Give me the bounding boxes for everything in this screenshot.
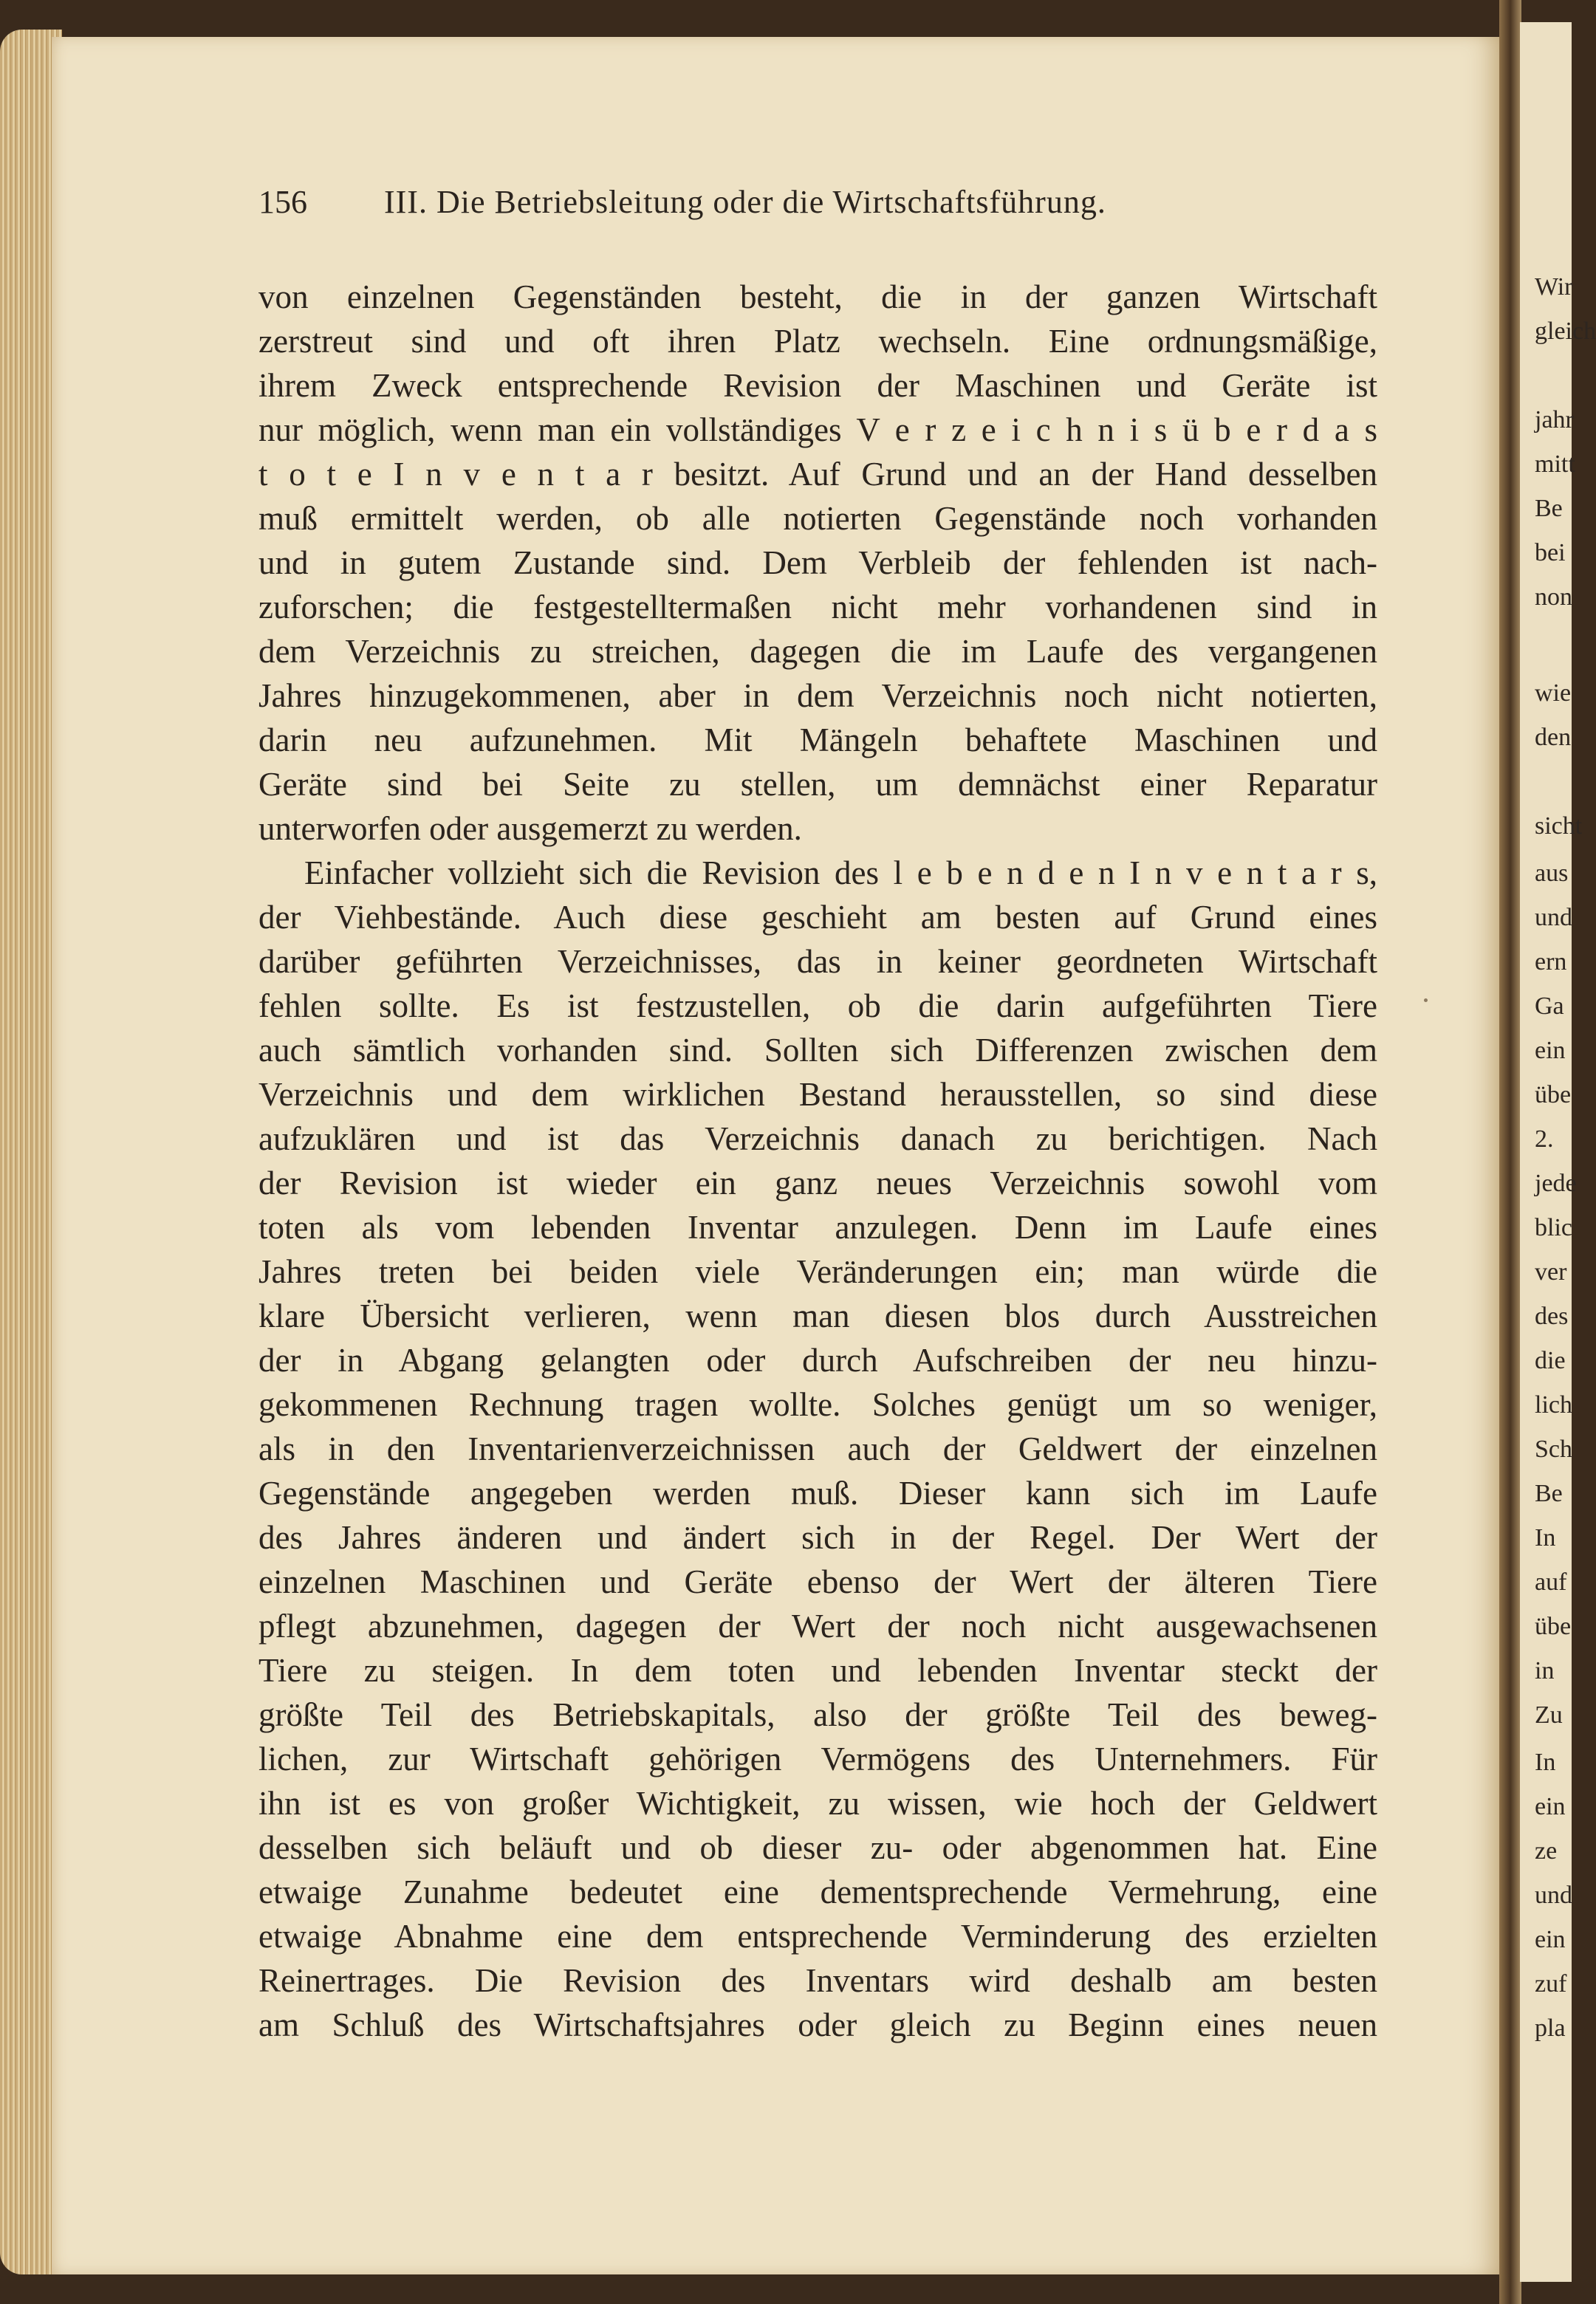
text-line: lichen, zur Wirtschaft gehörigen Vermögens des Unternehmers. Für (258, 1741, 1377, 1777)
next-page-fragment: 2. (1535, 1125, 1554, 1153)
next-page-fragment: die (1535, 1347, 1566, 1374)
next-page-fragment: des (1535, 1303, 1569, 1330)
text-line: nur möglich, wenn man ein vollständiges V e r z e i c h n i s ü b e r d a s (258, 411, 1377, 448)
next-page-fragment: jahr (1535, 406, 1574, 433)
text-line: pflegt abzunehmen, dagegen der Wert der noch nicht ausgewachsenen (258, 1608, 1377, 1645)
next-page-fragment: übe (1535, 1613, 1572, 1640)
next-page-fragment: und (1535, 904, 1572, 931)
text-line: größte Teil des Betriebskapitals, also der größte Teil des beweg- (258, 1696, 1377, 1733)
next-page-fragment: pla (1535, 2015, 1566, 2042)
next-page-fragment: sicht (1535, 812, 1583, 840)
next-page-fragment: Wir (1535, 273, 1573, 301)
text-line: unterworfen oder ausgemerzt zu werden. (258, 810, 802, 847)
next-page-fragment: Be (1535, 1480, 1563, 1507)
text-line: Verzeichnis und dem wirklichen Bestand herausstellen, so sind diese (258, 1076, 1377, 1113)
next-page-fragment: Be (1535, 495, 1563, 522)
text-line: Jahres hinzugekommenen, aber in dem Verzeichnis noch nicht notierten, (258, 677, 1377, 714)
next-page-fragment: ein (1535, 1037, 1566, 1064)
paper-speck (1424, 998, 1428, 1002)
text-line: am Schluß des Wirtschaftsjahres oder gleich zu Beginn eines neuen (258, 2006, 1377, 2043)
text-line: der Viehbestände. Auch diese geschieht am besten auf Grund eines (258, 899, 1377, 936)
next-page-fragment: Zu (1535, 1701, 1563, 1729)
next-page-fragment: In (1535, 1749, 1556, 1776)
text-line: ihrem Zweck entsprechende Revision der Maschinen und Geräte ist (258, 367, 1377, 404)
text-line: und in gutem Zustande sind. Dem Verbleib der fehlenden ist nach- (258, 544, 1377, 581)
next-page-fragment: ver (1535, 1258, 1567, 1286)
next-page-fragment: gleich (1535, 318, 1596, 345)
next-page-fragment: zuf (1535, 1970, 1567, 1998)
next-page-fragment: ein (1535, 1926, 1566, 1953)
text-line: etwaige Zunahme bedeutet eine dementsprechende Vermehrung, eine (258, 1873, 1377, 1910)
next-page-fragment: übe (1535, 1081, 1572, 1108)
text-line: desselben sich beläuft und ob dieser zu- oder abgenommen hat. Eine (258, 1829, 1377, 1866)
book-gutter (1499, 0, 1521, 2304)
text-line: darin neu aufzunehmen. Mit Mängeln behaftete Maschinen und (258, 721, 1377, 758)
text-line: einzelnen Maschinen und Geräte ebenso der Wert der älteren Tiere (258, 1563, 1377, 1600)
text-line: als in den Inventarienverzeichnissen auch der Geldwert der einzelnen (258, 1430, 1377, 1467)
next-page-fragment: mitt (1535, 450, 1575, 478)
text-line: etwaige Abnahme eine dem entsprechende Verminderung des erzielten (258, 1918, 1377, 1955)
running-title: III. Die Betriebsleitung oder die Wirtschaftsführung. (384, 184, 1106, 220)
next-page-fragment: non (1535, 583, 1572, 611)
text-line: Tiere zu steigen. In dem toten und lebenden Inventar steckt der (258, 1652, 1377, 1689)
text-line: Gegenstände angegeben werden muß. Dieser kann sich im Laufe (258, 1475, 1377, 1512)
text-line: klare Übersicht verlieren, wenn man diesen blos durch Ausstreichen (258, 1297, 1377, 1334)
next-page-fragment: ze (1535, 1837, 1558, 1865)
text-line: Einfacher vollzieht sich die Revision des l e b e n d e n I n v e n t a r s, (304, 854, 1377, 891)
text-line: Geräte sind bei Seite zu stellen, um demnächst einer Reparatur (258, 766, 1377, 803)
text-line: t o t e I n v e n t a r besitzt. Auf Grund und an der Hand desselben (258, 456, 1377, 493)
text-line: toten als vom lebenden Inventar anzulegen. Denn im Laufe eines (258, 1209, 1377, 1246)
text-line: fehlen sollte. Es ist festzustellen, ob die darin aufgeführten Tiere (258, 987, 1377, 1024)
next-page-fragment: In (1535, 1524, 1556, 1552)
next-page-fragment: ern (1535, 948, 1567, 976)
body-text (258, 275, 1377, 2047)
text-line: Reinertrages. Die Revision des Inventars wird deshalb am besten (258, 1962, 1377, 1999)
text-line: zerstreut sind und oft ihren Platz wechseln. Eine ordnungsmäßige, (258, 323, 1377, 360)
next-page-fragment: aus (1535, 860, 1569, 887)
page-number: 156 (258, 184, 307, 220)
text-line: muß ermittelt werden, ob alle notierten Gegenstände noch vorhanden (258, 500, 1377, 537)
next-page-fragment: wie (1535, 679, 1572, 707)
next-page-fragment: und (1535, 1882, 1572, 1909)
next-page-fragment: auf (1535, 1568, 1567, 1596)
text-line: gekommenen Rechnung tragen wollte. Solches genügt um so weniger, (258, 1386, 1377, 1423)
text-line: ihn ist es von großer Wichtigkeit, zu wissen, wie hoch der Geldwert (258, 1785, 1377, 1822)
page-header (258, 183, 1381, 227)
text-line: auch sämtlich vorhanden sind. Sollten sich Differenzen zwischen dem (258, 1032, 1377, 1069)
next-page-fragment: bei (1535, 539, 1566, 566)
next-page-fragment: lich (1535, 1391, 1572, 1419)
text-line: von einzelnen Gegenständen besteht, die in der ganzen Wirtschaft (258, 278, 1377, 315)
next-page-fragment: jede (1535, 1170, 1577, 1197)
text-line: darüber geführten Verzeichnisses, das in keiner geordneten Wirtschaft (258, 943, 1377, 980)
next-page-fragment: Ga (1535, 992, 1564, 1020)
text-line: dem Verzeichnis zu streichen, dagegen die im Laufe des vergangenen (258, 633, 1377, 670)
next-page-fragment: Sch (1535, 1436, 1572, 1463)
text-line: aufzuklären und ist das Verzeichnis danach zu berichtigen. Nach (258, 1120, 1377, 1157)
text-line: Jahres treten bei beiden viele Veränderungen ein; man würde die (258, 1253, 1377, 1290)
next-page-fragment: ein (1535, 1793, 1566, 1820)
next-page-fragment: blic (1535, 1214, 1572, 1241)
text-line: der in Abgang gelangten oder durch Aufschreiben der neu hinzu- (258, 1342, 1377, 1379)
text-line: der Revision ist wieder ein ganz neues Verzeichnis sowohl vom (258, 1165, 1377, 1201)
text-line: des Jahres änderen und ändert sich in der Regel. Der Wert der (258, 1519, 1377, 1556)
next-page-fragment: den (1535, 724, 1572, 751)
next-page-fragment: in (1535, 1657, 1555, 1684)
text-line: zuforschen; die festgestelltermaßen nicht mehr vorhandenen sind in (258, 589, 1377, 625)
